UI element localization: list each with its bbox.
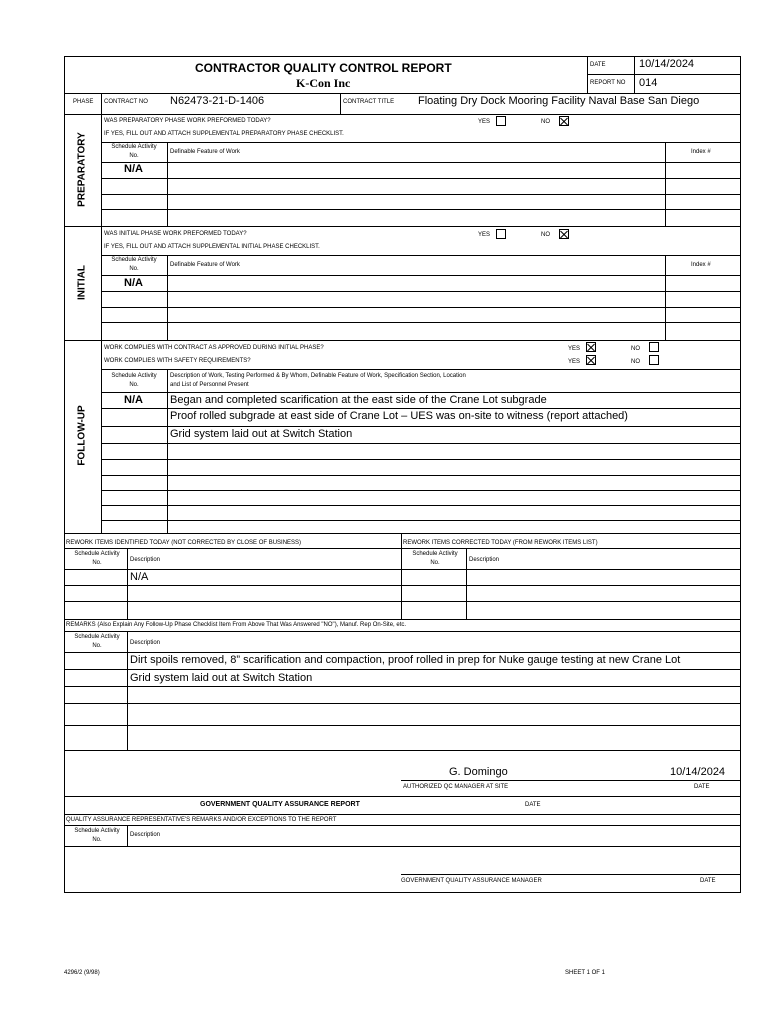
- followup-q1-yes-label: YES: [568, 346, 581, 352]
- rework-left-title: REWORK ITEMS IDENTIFIED TODAY (NOT CORRECTED BY CLOSE OF BUSINESS): [66, 540, 302, 546]
- gov-qa-col-description: Description: [130, 832, 161, 838]
- followup-q2: WORK COMPLIES WITH SAFETY REQUIREMENTS?: [104, 358, 251, 364]
- preparatory-side-label: PREPARATORY: [76, 132, 88, 207]
- prep-yes-checkbox[interactable]: [496, 116, 506, 126]
- prep-yes-label: YES: [478, 119, 491, 125]
- initial-col-feature: Definable Feature of Work: [170, 262, 240, 268]
- initial-col-schedule: Schedule Activity No.: [111, 257, 157, 272]
- rework-right-col-schedule: Schedule Activity No.: [412, 551, 458, 566]
- rework-left-col-description: Description: [130, 557, 161, 563]
- phase-label: PHASE: [73, 99, 94, 105]
- gov-qa-title: GOVERNMENT QUALITY ASSURANCE REPORT: [200, 801, 360, 808]
- remarks-col-description: Description: [130, 640, 161, 646]
- initial-yes-label: YES: [478, 232, 491, 238]
- remarks-row-1: Dirt spoils removed, 8” scarification and compaction, proof rolled in prep for Nuke gauge testing at new Crane Lot: [130, 654, 681, 666]
- initial-no-checkbox[interactable]: [559, 229, 569, 239]
- gov-qa-manager-label: GOVERNMENT QUALITY ASSURANCE MANAGER: [401, 878, 542, 884]
- gov-qa-date-label-2: DATE: [700, 878, 716, 884]
- followup-q1: WORK COMPLIES WITH CONTRACT AS APPROVED DURING INITIAL PHASE?: [104, 345, 324, 351]
- followup-q2-no-checkbox[interactable]: [649, 355, 659, 365]
- rework-right-col-description: Description: [469, 557, 500, 563]
- prep-no-checkbox[interactable]: [559, 116, 569, 126]
- prep-col-feature: Definable Feature of Work: [170, 149, 240, 155]
- initial-side-label: INITIAL: [76, 265, 88, 300]
- followup-q2-no-label: NO: [631, 359, 640, 365]
- initial-instruction: IF YES, FILL OUT AND ATTACH SUPPLEMENTAL INITIAL PHASE CHECKLIST.: [104, 244, 320, 250]
- remarks-row-2: Grid system laid out at Switch Station: [130, 672, 313, 684]
- followup-row-3: Grid system laid out at Switch Station: [170, 428, 353, 440]
- date-label: DATE: [590, 62, 606, 68]
- initial-row1-schedule: N/A: [124, 277, 143, 289]
- contract-no-label: CONTRACT NO: [104, 99, 148, 105]
- qc-signature-date: 10/14/2024: [670, 766, 726, 778]
- contract-title-label: CONTRACT TITLE: [343, 99, 395, 105]
- qc-manager-label: AUTHORIZED QC MANAGER AT SITE: [403, 784, 509, 790]
- prep-question: WAS PREPARATORY PHASE WORK PREFORMED TODAY?: [104, 118, 271, 124]
- followup-q1-no-checkbox[interactable]: [649, 342, 659, 352]
- prep-col-schedule: Schedule Activity No.: [111, 144, 157, 159]
- qc-date-label: DATE: [694, 784, 710, 790]
- prep-instruction: IF YES, FILL OUT AND ATTACH SUPPLEMENTAL PREPARATORY PHASE CHECKLIST.: [104, 131, 344, 137]
- followup-row-1: Began and completed scarification at the east side of the Crane Lot subgrade: [170, 394, 547, 406]
- rework-right-title: REWORK ITEMS CORRECTED TODAY (FROM REWORK ITEMS LIST): [403, 540, 598, 546]
- followup-q2-yes-label: YES: [568, 359, 581, 365]
- followup-q1-yes-checkbox[interactable]: [586, 342, 596, 352]
- remarks-col-schedule: Schedule Activity No.: [74, 634, 120, 649]
- prep-row1-schedule: N/A: [124, 163, 143, 175]
- contract-title: Floating Dry Dock Mooring Facility Naval Base San Diego: [418, 95, 700, 107]
- report-no: 014: [639, 77, 658, 89]
- initial-no-label: NO: [541, 232, 550, 238]
- report-title: CONTRACTOR QUALITY CONTROL REPORT: [195, 61, 452, 75]
- company-name: K-Con Inc: [296, 76, 351, 90]
- rework-left-row1: N/A: [130, 571, 149, 583]
- initial-yes-checkbox[interactable]: [496, 229, 506, 239]
- followup-row-2: Proof rolled subgrade at east side of Crane Lot – UES was on-site to witness (report attached): [170, 410, 628, 422]
- gov-qa-date-label: DATE: [525, 802, 541, 808]
- qc-manager-name: G. Domingo: [449, 766, 508, 778]
- prep-no-label: NO: [541, 119, 550, 125]
- gov-qa-remarks-label: QUALITY ASSURANCE REPRESENTATIVE'S REMARKS AND/OR EXCEPTIONS TO THE REPORT: [66, 817, 337, 823]
- followup-row1-schedule: N/A: [124, 394, 143, 406]
- remarks-title: REMARKS (Also Explain Any Follow-Up Phase Checklist Item From Above That Was Answered "NO"), Manuf. Rep On-Site, etc.: [66, 622, 407, 628]
- followup-q2-yes-checkbox[interactable]: [586, 355, 596, 365]
- rework-left-col-schedule: Schedule Activity No.: [74, 551, 120, 566]
- initial-question: WAS INITIAL PHASE WORK PREFORMED TODAY?: [104, 231, 247, 237]
- followup-col-description: Description of Work, Testing Performed & By Whom, Definable Feature of Work, Specification Section, Location and List of Personnel Present: [170, 373, 466, 388]
- form-number: 4296/2 (9/98): [64, 970, 100, 976]
- initial-col-index: Index #: [691, 262, 711, 268]
- prep-col-index: Index #: [691, 149, 711, 155]
- followup-q1-no-label: NO: [631, 346, 640, 352]
- sheet-number: SHEET 1 OF 1: [565, 970, 605, 976]
- report-date: 10/14/2024: [639, 58, 695, 70]
- contract-no: N62473-21-D-1406: [170, 95, 265, 107]
- report-no-label: REPORT NO: [590, 80, 626, 86]
- followup-side-label: FOLLOW-UP: [76, 405, 88, 466]
- gov-qa-col-schedule: Schedule Activity No.: [74, 828, 120, 843]
- followup-col-schedule: Schedule Activity No.: [111, 373, 157, 388]
